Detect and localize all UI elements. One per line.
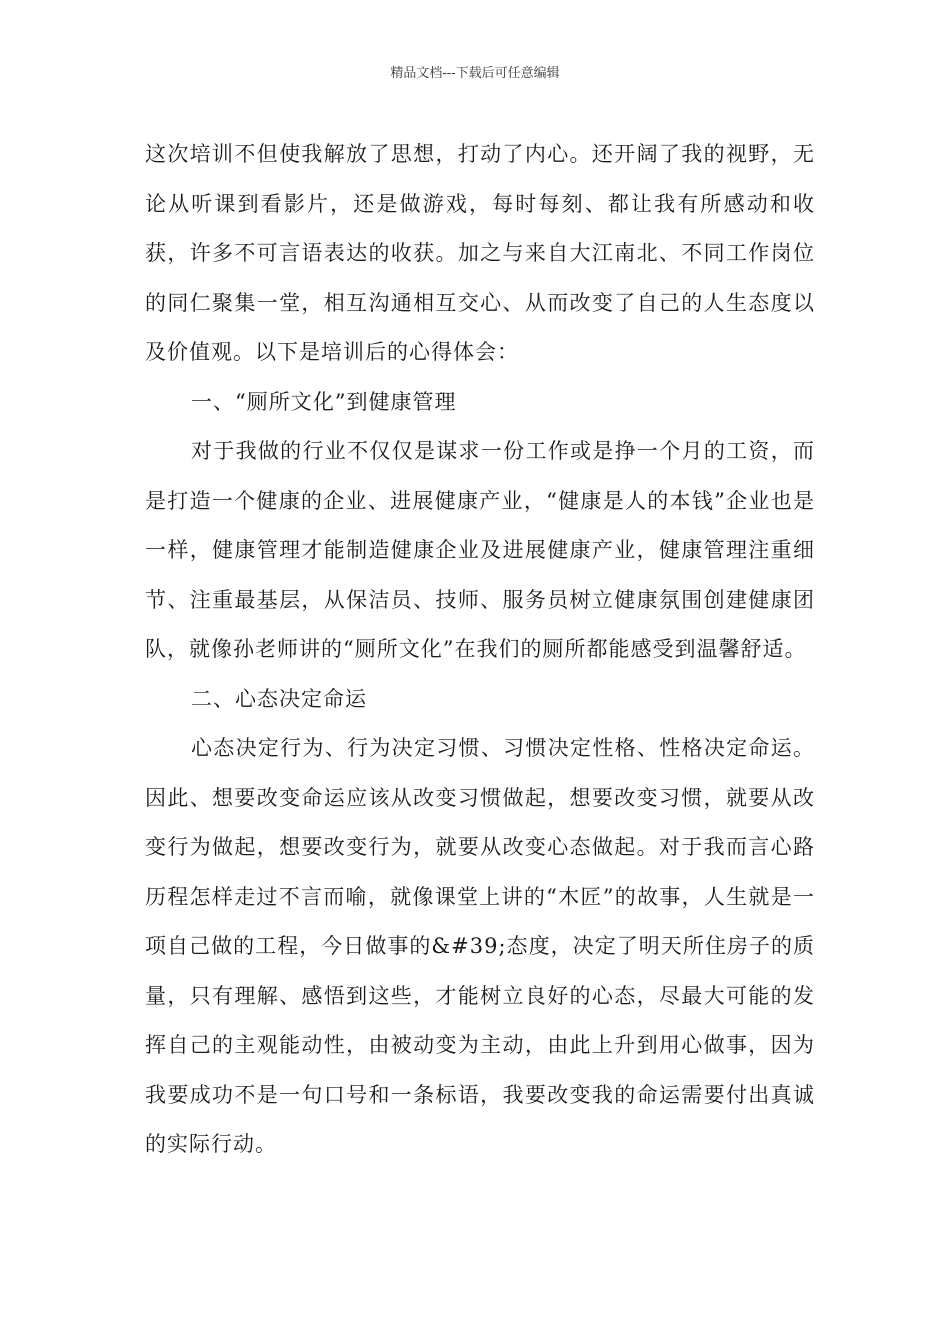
paragraph-section-2: 心态决定行为、行为决定习惯、习惯决定性格、性格决定命运。因此、想要改变命运应该从改变习惯做起，想要改变习惯，就要从改变行为做起，想要改变行为，就要从改变心态做起。对于我而言心路历程怎样走过不言而喻，就像课堂上讲的“木匠”的故事，人生就是一项自己做的工程，今日做事的&#39;态度，决定了明天所住房子的质量，只有理解、感悟到这些，才能树立良好的心态，尽最大可能的发挥自己的主观能动性，由被动变为主动，由此上升到用心做事，因为我要成功不是一句口号和一条标语，我要改变我的命运需要付出真诚的实际行动。: [145, 736, 815, 1156]
paragraph-section-1: 对于我做的行业不仅仅是谋求一份工作或是挣一个月的工资，而是打造一个健康的企业、进展健康产业，“健康是人的本钱”企业也是一样，健康管理才能制造健康企业及进展健康产业，健康管理注重细节、注重最基层，从保洁员、技师、服务员树立健康氛围创建健康团队，就像孙老师讲的“厕所文化”在我们的厕所都能感受到温馨舒适。: [145, 439, 815, 661]
document-body: [145, 130, 815, 1170]
section-heading-2: 二、心态决定命运: [191, 686, 367, 711]
paragraph-intro: 这次培训不但使我解放了思想，打动了内心。还开阔了我的视野，无论从听课到看影片，还是做游戏，每时每刻、都让我有所感动和收获，许多不可言语表达的收获。加之与来自大江南北、不同工作岗位的同仁聚集一堂，相互沟通相互交心、从而改变了自己的人生态度以及价值观。以下是培训后的心得体会：: [145, 142, 815, 364]
section-heading-1: 一、“厕所文化”到健康管理: [191, 389, 457, 414]
page-header: 精品文档---下载后可任意编辑: [390, 66, 560, 81]
